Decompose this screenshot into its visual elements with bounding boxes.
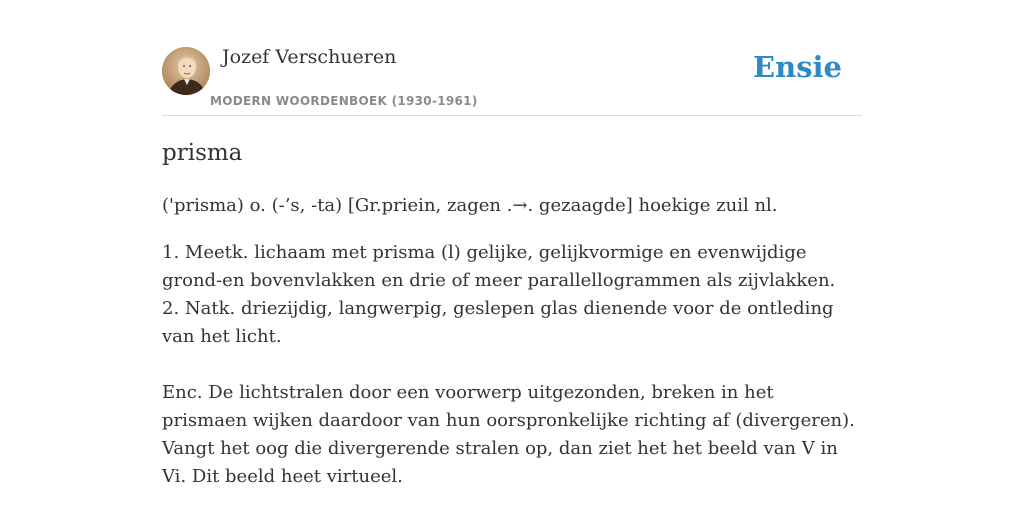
author-avatar[interactable]: [162, 47, 210, 95]
entry-header: [162, 44, 862, 116]
encyclopedia-text: Enc. De lichtstralen door een voorwerp uitgezonden, breken in het prismaen wijken daardoor van hun oorspronkelijke richting af (divergeren). Vangt het oog die divergerende stralen op, dan ziet het het beeld van V in Vi. Dit beeld heet virtueel.: [162, 382, 855, 487]
sense-1: 1. Meetk. lichaam met prisma (l) gelijke, gelijkvormige en evenwijdige grond-en bovenvlakken en drie of meer parallellogrammen als zijvlakken.: [162, 242, 836, 291]
sense-2: 2. Natk. driezijdig, langwerpig, geslepen glas dienende voor de ontleding van het licht.: [162, 298, 834, 347]
etymology: ('prisma) o. (-’s, -ta) [Gr.priein, zagen .→. gezaagde] hoekige zuil nl.: [162, 195, 778, 216]
dictionary-source[interactable]: MODERN WOORDENBOEK (1930-1961): [210, 94, 478, 108]
author-name[interactable]: Jozef Verschueren: [222, 46, 397, 68]
ensie-logo[interactable]: Ensie: [753, 50, 842, 84]
headword: prisma: [162, 140, 243, 166]
encyclopedia-note: [162, 379, 862, 491]
author-portrait-icon: [162, 47, 210, 95]
definition-senses: [162, 239, 862, 351]
